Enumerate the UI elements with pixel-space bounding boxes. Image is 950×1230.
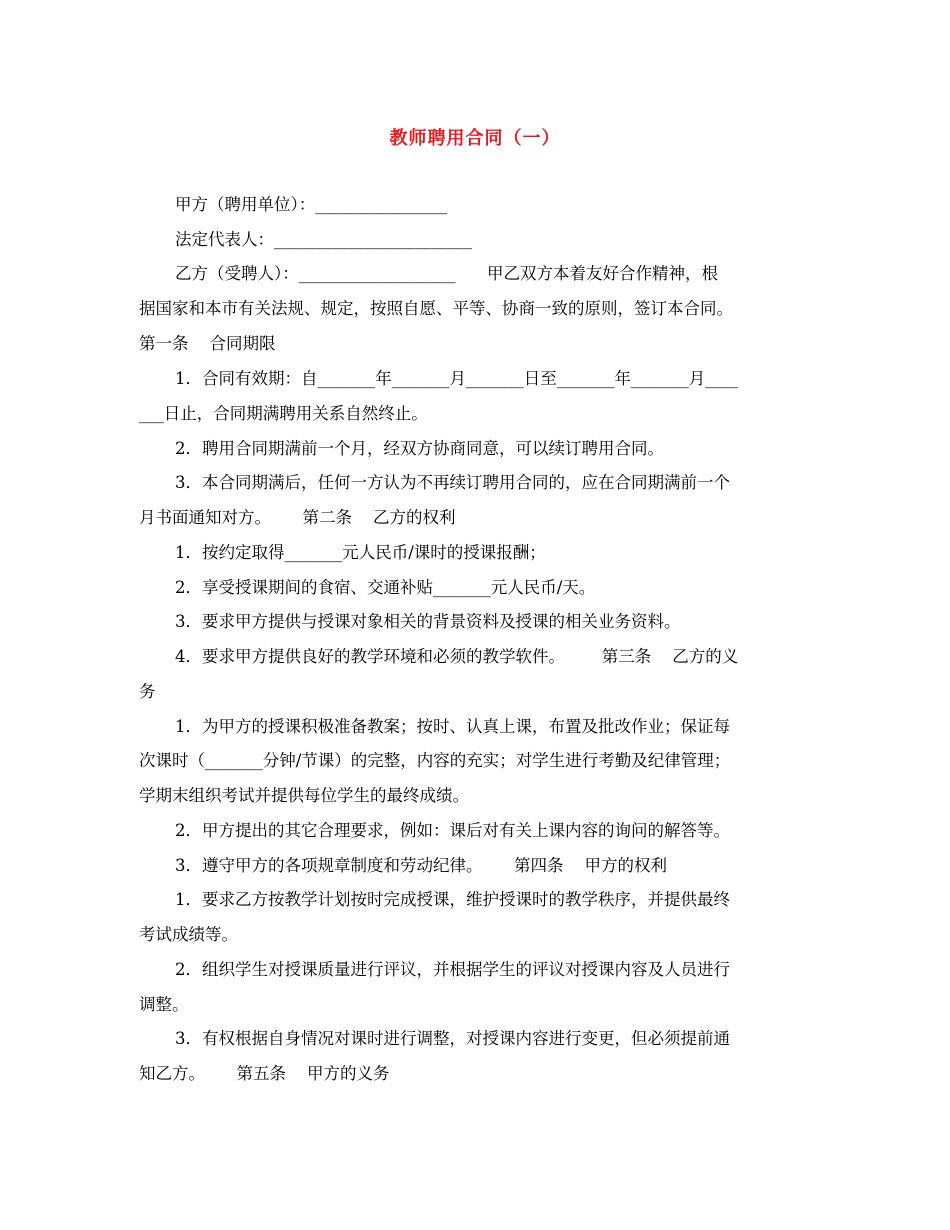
paragraph-line: 据国家和本市有关法规、规定，按照自愿、平等、协商一致的原则，签订本合同。 — [139, 299, 733, 318]
article-heading: 第一条 合同期限 — [139, 334, 276, 353]
paragraph-line: 月书面通知对方。 第二条 乙方的权利 — [139, 508, 456, 527]
paragraph-line: 2．享受授课期间的食宿、交通补贴_______元人民币/天。 — [175, 578, 596, 597]
paragraph-line: 学期末组织考试并提供每位学生的最终成绩。 — [139, 786, 469, 805]
paragraph-line: 4．要求甲方提供良好的教学环境和必须的教学软件。 第三条 乙方的义 — [175, 647, 739, 666]
paragraph-line: 3．遵守甲方的各项规章制度和劳动纪律。 第四条 甲方的权利 — [175, 856, 667, 875]
paragraph-line: 1．要求乙方按教学计划按时完成授课，维护授课时的教学秩序，并提供最终 — [175, 890, 730, 909]
party-a-line: 甲方（聘用单位）：________________ — [175, 195, 448, 214]
paragraph-line: 次课时（_______分钟/节课）的完整，内容的充实；对学生进行考勤及纪律管理； — [139, 751, 731, 770]
paragraph-line: 务 — [139, 682, 156, 701]
paragraph-line: 3．要求甲方提供与授课对象相关的背景资料及授课的相关业务资料。 — [175, 612, 681, 631]
paragraph-line: 考试成绩等。 — [139, 925, 238, 944]
paragraph-line: 3．有权根据自身情况对课时进行调整，对授课内容进行变更，但必须提前通 — [175, 1029, 730, 1048]
paragraph-line: 2．聘用合同期满前一个月，经双方协商同意，可以续订聘用合同。 — [175, 439, 664, 458]
paragraph-line: 知乙方。 第五条 甲方的义务 — [139, 1064, 390, 1083]
paragraph-line: 1．合同有效期：自_______年_______月_______日至_______年_______月____ — [175, 369, 739, 388]
paragraph-line: 1．按约定取得_______元人民币/课时的授课报酬； — [175, 543, 546, 562]
paragraph-line: ___日止，合同期满聘用关系自然终止。 — [139, 404, 428, 423]
legal-representative-line: 法定代表人：________________________ — [175, 230, 472, 249]
paragraph-line: 3．本合同期满后，任何一方认为不再续订聘用合同的，应在合同期满前一个 — [175, 473, 730, 492]
paragraph-line: 1．为甲方的授课积极准备教案；按时、认真上课，布置及批改作业；保证每 — [175, 717, 730, 736]
document-title: 教师聘用合同（一） — [389, 128, 561, 149]
paragraph-line: 2．甲方提出的其它合理要求，例如：课后对有关上课内容的询问的解答等。 — [175, 821, 730, 840]
party-b-line: 乙方（受聘人）：___________________ 甲乙双方本着友好合作精神，根 — [175, 264, 718, 283]
paragraph-line: 调整。 — [139, 995, 189, 1014]
paragraph-line: 2．组织学生对授课质量进行评议，并根据学生的评议对授课内容及人员进行 — [175, 960, 730, 979]
